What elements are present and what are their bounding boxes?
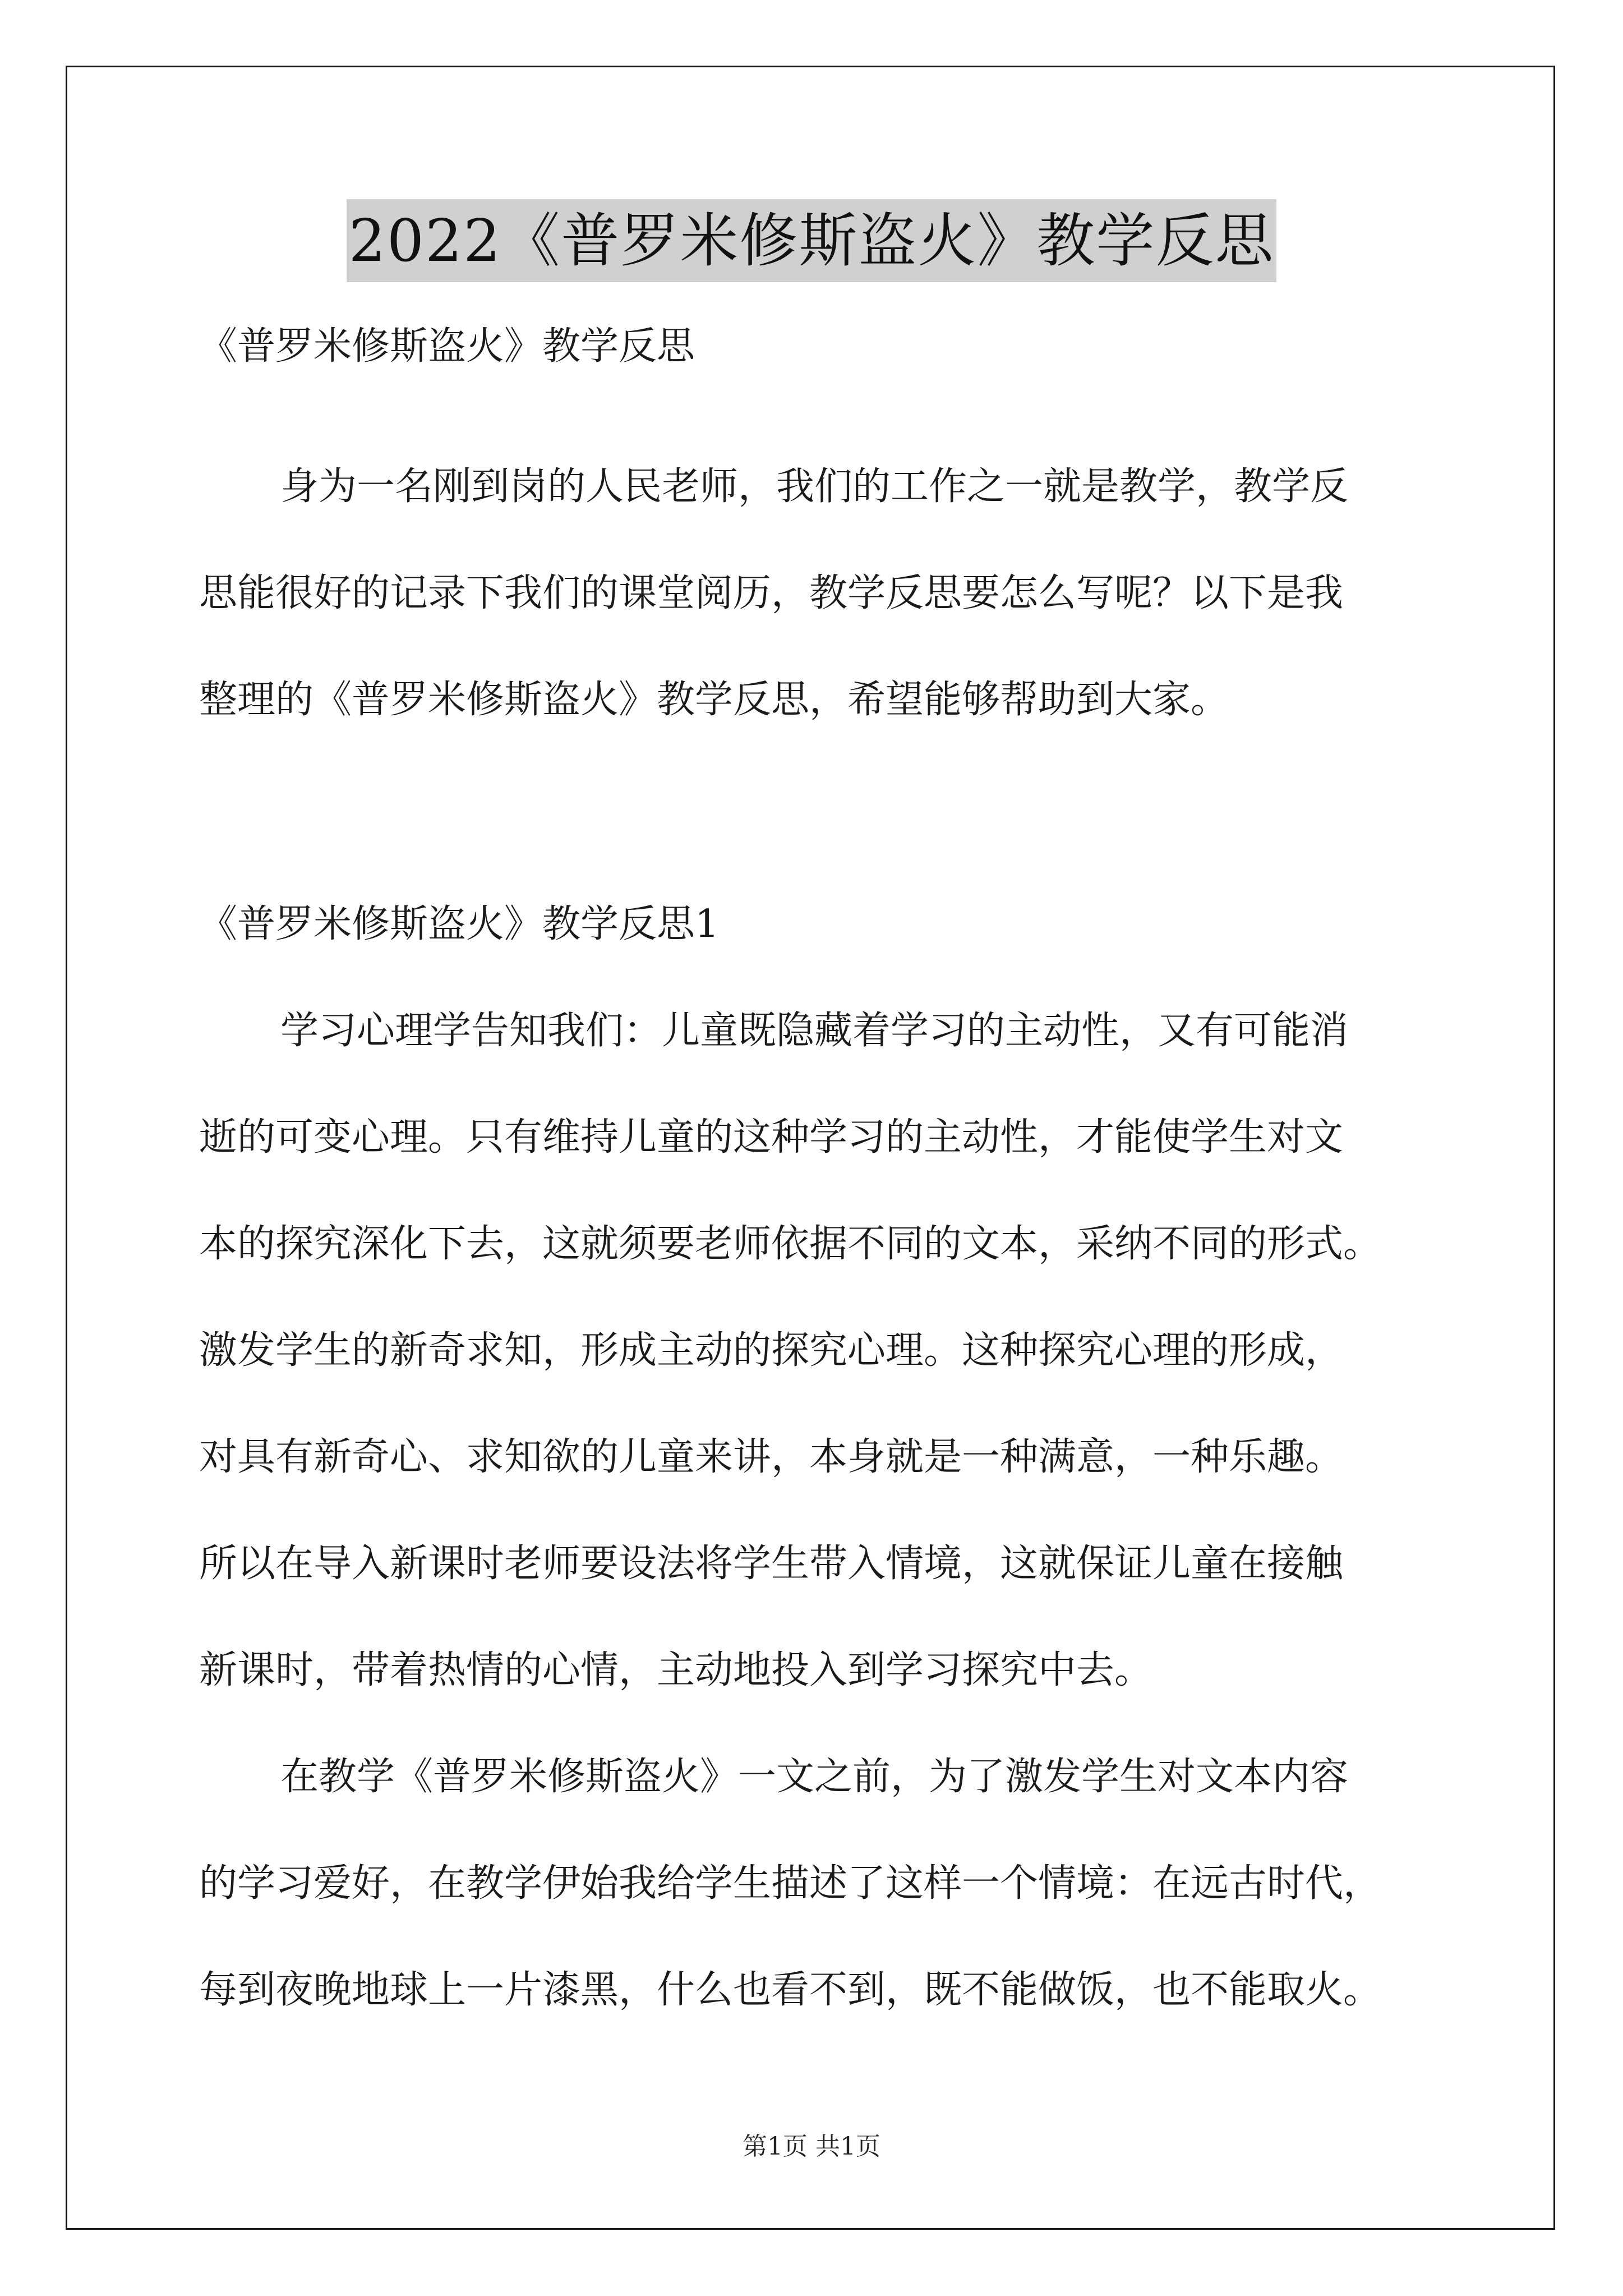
- para2-line-3: 每到夜晚地球上一片漆黑，什么也看不到，既不能做饭，也不能取火。: [199, 1968, 1382, 2012]
- page-footer: 第1页 共1页: [743, 2132, 880, 2161]
- intro-line-1: 身为一名刚到岗的人民老师，我们的工作之一就是教学，教学反: [280, 464, 1349, 509]
- para2-line-2: 的学习爱好，在教学伊始我给学生描述了这样一个情境：在远古时代，: [199, 1861, 1382, 1906]
- section-heading-1: 《普罗米修斯盗火》教学反思1: [199, 902, 720, 946]
- para2-line-1: 在教学《普罗米修斯盗火》一文之前，为了激发学生对文本内容: [280, 1755, 1349, 1799]
- document-title: 2022《普罗米修斯盗火》教学反思: [347, 199, 1277, 282]
- para1-line-5: 对具有新奇心、求知欲的儿童来讲，本身就是一种满意，一种乐趣。: [199, 1435, 1344, 1479]
- para1-line-3: 本的探究深化下去，这就须要老师依据不同的文本，采纳不同的形式。: [199, 1222, 1382, 1266]
- para1-line-6: 所以在导入新课时老师要设法将学生带入情境，这就保证儿童在接触: [199, 1542, 1344, 1586]
- document-subtitle: 《普罗米修斯盗火》教学反思: [199, 324, 695, 369]
- para1-line-4: 激发学生的新奇求知，形成主动的探究心理。这种探究心理的形成，: [199, 1328, 1344, 1373]
- intro-line-3: 整理的《普罗米修斯盗火》教学反思，希望能够帮助到大家。: [199, 678, 1229, 722]
- intro-line-2: 思能很好的记录下我们的课堂阅历，教学反思要怎么写呢？以下是我: [199, 571, 1344, 615]
- para1-line-7: 新课时，带着热情的心情，主动地投入到学习探究中去。: [199, 1648, 1153, 1692]
- para1-line-1: 学习心理学告知我们：儿童既隐藏着学习的主动性，又有可能消: [280, 1009, 1349, 1053]
- title-container: [0, 199, 1623, 282]
- para1-line-2: 逝的可变心理。只有维持儿童的这种学习的主动性，才能使学生对文: [199, 1115, 1344, 1159]
